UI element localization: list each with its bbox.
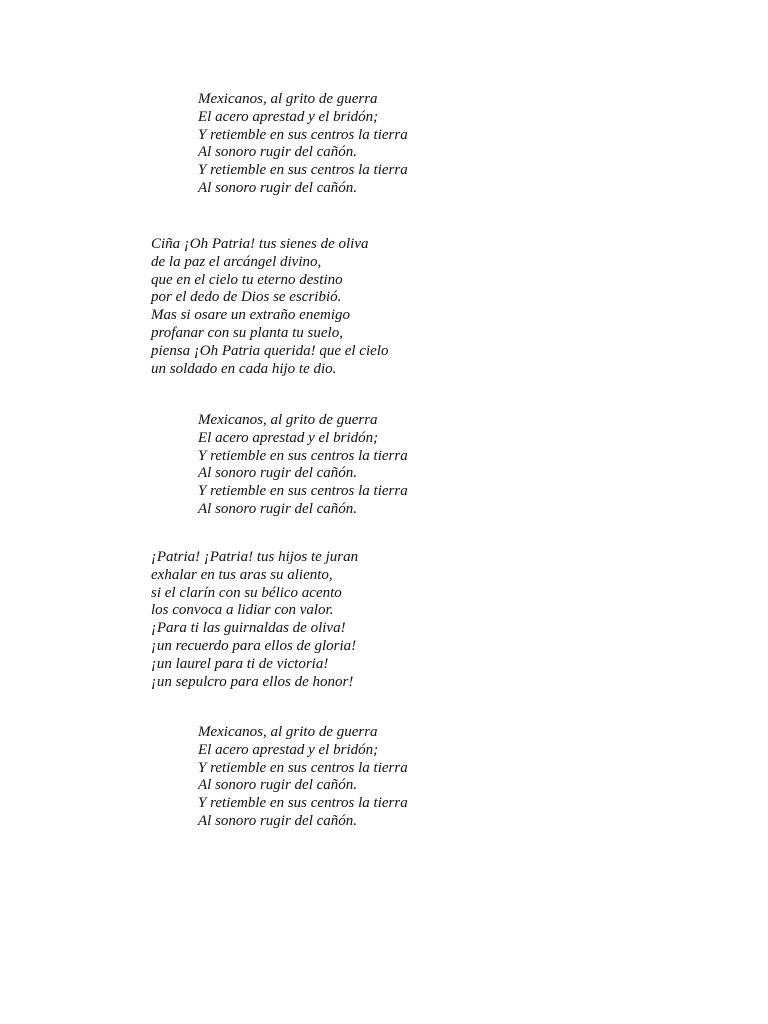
verse-line: Al sonoro rugir del cañón. <box>198 465 358 482</box>
verse-line: los convoca a lidiar con valor. <box>151 602 334 619</box>
verse-line: Y retiemble en sus centros la tierra <box>198 447 408 464</box>
verse-line: profanar con su planta tu suelo, <box>151 324 343 341</box>
verse-line: por el dedo de Dios se escribió. <box>151 289 342 306</box>
verse-line: exhalar en tus aras su aliento, <box>151 566 333 583</box>
verse-line: Al sonoro rugir del cañón. <box>198 812 358 829</box>
verse-line: ¡un recuerdo para ellos de gloria! <box>151 637 357 654</box>
verse-line: Ciña ¡Oh Patria! tus sienes de oliva <box>151 236 369 252</box>
verse-line: Al sonoro rugir del cañón. <box>198 777 358 794</box>
verse-line: Y retiemble en sus centros la tierra <box>198 759 408 776</box>
verse-line: ¡un sepulcro para ellos de honor! <box>151 673 354 690</box>
verse-line: ¡un laurel para ti de victoria! <box>151 655 329 672</box>
verse-line: Mexicanos, al grito de guerra <box>198 91 378 107</box>
verse-line: El acero aprestad y el bridón; <box>198 741 379 758</box>
verse-line: Y retiemble en sus centros la tierra <box>198 795 408 812</box>
verse-line: Y retiemble en sus centros la tierra <box>198 483 408 500</box>
stanza-block <box>151 236 388 378</box>
verse-line: si el clarín con su bélico acento <box>151 584 342 601</box>
verse-line: Y retiemble en sus centros la tierra <box>198 162 408 179</box>
verse-line: Y retiemble en sus centros la tierra <box>198 126 408 143</box>
verse-line: El acero aprestad y el bridón; <box>198 108 379 125</box>
chorus-block <box>198 724 408 831</box>
chorus-block <box>198 412 408 519</box>
verse-line: Al sonoro rugir del cañón. <box>198 500 358 517</box>
verse-line: Mas si osare un extraño enemigo <box>151 307 350 324</box>
verse-line: Mexicanos, al grito de guerra <box>198 724 378 740</box>
chorus-block <box>198 91 408 198</box>
verse-line: Al sonoro rugir del cañón. <box>198 179 358 196</box>
verse-line: Al sonoro rugir del cañón. <box>198 144 358 161</box>
verse-line: ¡Para ti las guirnaldas de oliva! <box>151 620 346 637</box>
verse-line: ¡Patria! ¡Patria! tus hijos te juran <box>151 549 359 565</box>
verse-line: que en el cielo tu eterno destino <box>151 271 343 288</box>
verse-line: El acero aprestad y el bridón; <box>198 429 379 446</box>
verse-line: piensa ¡Oh Patria querida! que el cielo <box>151 342 389 359</box>
stanza-block <box>151 549 358 691</box>
verse-line: un soldado en cada hijo te dio. <box>151 360 337 377</box>
verse-line: de la paz el arcángel divino, <box>151 253 322 270</box>
verse-line: Mexicanos, al grito de guerra <box>198 412 378 428</box>
